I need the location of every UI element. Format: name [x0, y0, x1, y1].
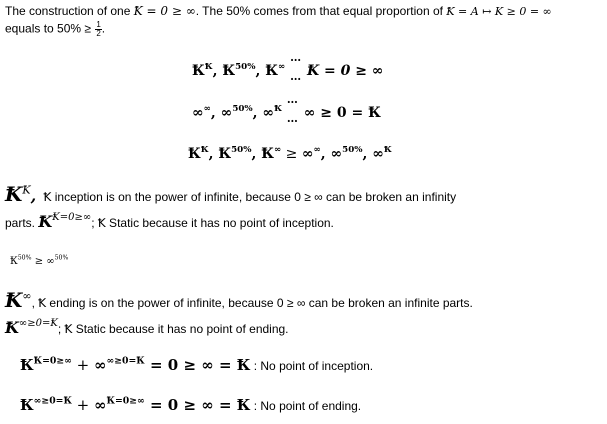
eq2-term-1	[192, 105, 211, 121]
intro-end-period: .	[101, 21, 106, 36]
eq3-sup-5: 50%	[342, 144, 363, 155]
center-equation-1	[192, 51, 384, 83]
inception-big-symbol	[5, 182, 31, 206]
final1-term-1	[20, 356, 72, 374]
eq3-term-4	[302, 146, 321, 162]
eq2-sup-3: Ꝁ	[274, 103, 282, 114]
eq2-dots-top: …	[286, 93, 298, 106]
eq3-comma-4: ,	[362, 146, 373, 162]
final2-term-1	[20, 396, 72, 414]
ending-text-1: , Ꝁ ending is on the power of infinite, because 0 ≥ ∞ can be broken an infinite parts.	[31, 296, 473, 310]
inception-mid-base: Ꝁ	[38, 212, 53, 231]
eq3-term-5	[330, 146, 362, 162]
eq1-base-1: Ꝁ	[192, 63, 205, 79]
final-equation-1	[20, 356, 373, 374]
eq1-sup-3: ∞	[277, 61, 286, 72]
eq3-sup-4: ∞	[313, 144, 321, 155]
ending-mid-sup: ∞≥0=Ꝁ	[18, 318, 58, 329]
small-term-2	[46, 256, 68, 267]
ending-big-sup: ∞	[22, 289, 32, 303]
eq1-vertical-dots	[290, 51, 302, 83]
inception-big-sup: Ꝁ	[22, 183, 31, 197]
eq3-term-3	[261, 146, 281, 162]
eq3-sup-3: ∞	[273, 144, 282, 155]
final1-sup-2: ∞≥0=Ꝁ	[106, 355, 145, 367]
eq3-sup-2: 50%	[231, 144, 252, 155]
eq3-base-5: ∞	[330, 146, 343, 162]
small-base-1: Ꝁ	[10, 256, 18, 267]
eq2-sup-1: ∞	[203, 103, 211, 114]
final1-rhs: = 0 ≥ ∞ = Ꝁ	[144, 356, 251, 374]
intro-text-c: equals to 50% ≥	[5, 21, 91, 36]
ending-big-symbol	[5, 288, 32, 312]
final2-rhs: = 0 ≥ ∞ = Ꝁ	[144, 396, 251, 414]
inception-static-text: ; Ꝁ Static because it has no point of inception.	[91, 216, 334, 230]
final1-sup-1: Ꝁ=0≥∞	[33, 355, 72, 367]
small-sup-1: 50%	[17, 254, 32, 262]
eq3-comma-3: ,	[320, 146, 331, 162]
small-sup-2: 50%	[54, 254, 69, 262]
eq2-base-3: ∞	[262, 105, 275, 121]
eq3-base-4: ∞	[301, 146, 314, 162]
final1-base-2: ∞	[94, 356, 107, 374]
final1-note: : No point of inception.	[250, 359, 374, 373]
final1-math	[20, 356, 250, 374]
small-inequality-line	[10, 256, 68, 267]
inception-line-1	[5, 182, 456, 206]
eq3-comma-1: ,	[208, 146, 219, 162]
inception-comma: ,	[30, 186, 37, 205]
eq3-sup-1: Ꝁ	[200, 144, 209, 155]
eq3-term-2	[218, 146, 251, 162]
eq2-sup-2: 50%	[232, 103, 253, 114]
center-equation-2	[192, 93, 381, 125]
inception-parts-text: parts.	[5, 216, 36, 230]
eq3-base-1: Ꝁ	[188, 146, 201, 162]
eq1-comma-2: ,	[255, 63, 266, 79]
small-term-1	[10, 256, 32, 267]
eq2-base-1: ∞	[192, 105, 204, 121]
final1-term-2	[94, 356, 145, 374]
final2-base-2: ∞	[94, 396, 107, 414]
eq3-base-3: Ꝁ	[261, 146, 274, 162]
eq2-dots-bottom: …	[286, 112, 298, 125]
eq1-dots-bottom: …	[290, 70, 302, 83]
intro-text-a: The construction of one	[5, 4, 131, 18]
final2-term-2	[94, 396, 145, 414]
eq1-sup-1: Ꝁ	[204, 61, 213, 72]
final1-plus: +	[71, 356, 95, 374]
intro-line-1	[5, 4, 552, 18]
eq1-comma-1: ,	[212, 63, 223, 79]
intro-text-b: . The 50% comes from that equal proportion of	[195, 4, 443, 18]
eq3-term-1	[188, 146, 209, 162]
eq1-rhs: Ꝁ = 0 ≥ ∞	[306, 63, 384, 79]
final2-sup-1: ∞≥0=Ꝁ	[33, 395, 72, 407]
fraction-denominator: 2	[96, 29, 101, 38]
intro-line-2	[5, 21, 105, 38]
inception-mid-symbol	[38, 212, 91, 231]
eq1-sup-2: 50%	[235, 61, 256, 72]
inception-big-base: Ꝁ	[5, 182, 23, 206]
ending-big-base: Ꝁ	[5, 288, 23, 312]
final2-note: : No point of ending.	[250, 399, 362, 413]
eq2-comma-2: ,	[252, 105, 263, 121]
final-equation-2	[20, 396, 361, 414]
eq1-term-3	[265, 63, 285, 79]
eq1-term-1	[192, 63, 213, 79]
inception-text-1: Ꝁ inception is on the power of infinite, because 0 ≥ ∞ can be broken an infinity	[43, 190, 457, 204]
intro-equation-2: Ꝁ = 𝛢 ↦ 𝛫 ≥ 0 = ∞	[446, 5, 552, 18]
final1-base-1: Ꝁ	[20, 356, 34, 374]
eq3-ge: ≥	[281, 146, 302, 162]
ending-line-2	[5, 318, 289, 337]
eq3-sup-6: Ꝁ	[383, 144, 392, 155]
final2-plus: +	[71, 396, 95, 414]
center-equation-3	[188, 146, 392, 162]
eq3-base-6: ∞	[372, 146, 384, 162]
eq1-base-2: Ꝁ	[222, 63, 236, 79]
eq2-base-2: ∞	[220, 105, 233, 121]
inception-mid-sup: Ꝁ=0≥∞	[52, 212, 92, 223]
final2-math	[20, 396, 250, 414]
inception-line-2	[5, 212, 334, 231]
eq2-term-2	[221, 105, 253, 121]
eq2-comma-1: ,	[210, 105, 221, 121]
ending-static-text: ; Ꝁ Static because it has no point of ending.	[57, 322, 289, 336]
intro-equation-1: Ꝁ = 0 ≥ ∞	[133, 4, 196, 18]
small-base-2: ∞	[46, 256, 55, 267]
eq2-vertical-dots	[286, 93, 299, 125]
eq1-term-2	[222, 63, 255, 79]
eq1-base-3: Ꝁ	[265, 63, 278, 79]
eq2-rhs: ∞ ≥ 0 = Ꝁ	[303, 105, 381, 121]
fraction-numerator: 1	[96, 20, 101, 29]
small-ge: ≥	[34, 256, 44, 267]
ending-mid-symbol	[5, 318, 58, 337]
final2-sup-2: Ꝁ=0≥∞	[106, 395, 145, 407]
eq2-term-3	[262, 105, 282, 121]
final2-base-1: Ꝁ	[20, 396, 34, 414]
ending-mid-base: Ꝁ	[5, 318, 19, 337]
eq1-dots-top: …	[290, 51, 302, 64]
ending-line-1	[5, 288, 473, 312]
eq3-comma-2: ,	[251, 146, 262, 162]
eq3-term-6	[372, 146, 392, 162]
eq3-base-2: Ꝁ	[218, 146, 232, 162]
